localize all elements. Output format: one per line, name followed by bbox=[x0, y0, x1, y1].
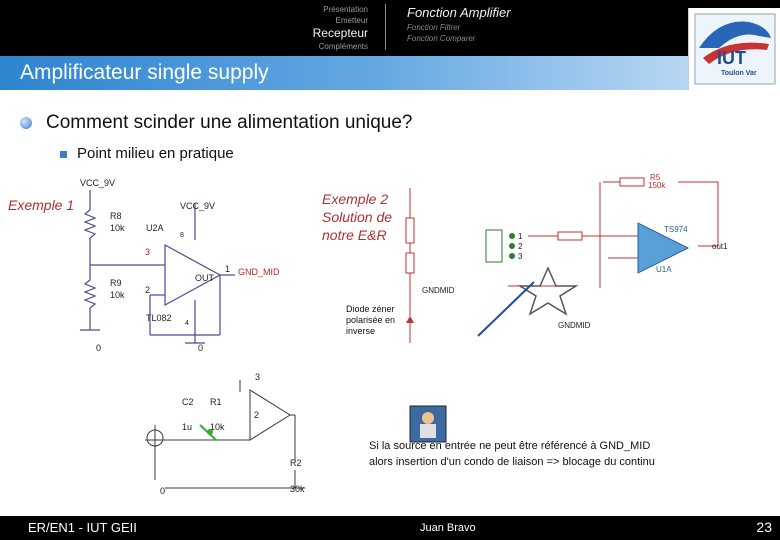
r2-label: R2 bbox=[290, 458, 302, 468]
iut-logo-graphic bbox=[689, 8, 780, 90]
ground-zero-right: 0 bbox=[198, 343, 204, 353]
pin1-label: 1 bbox=[225, 264, 231, 274]
vcc-right-label: VCC_9V bbox=[180, 201, 216, 211]
zener-note: Diode zéner polarisée en inverse bbox=[346, 304, 396, 336]
pin4-label: 4 bbox=[185, 320, 189, 327]
nav-fonction-filtrer[interactable]: Fonction Filtrer bbox=[407, 23, 461, 32]
bullet-level1-text: Comment scinder une alimentation unique? bbox=[46, 112, 413, 133]
circuit-example2 bbox=[398, 168, 740, 343]
example2-label: Exemple 2 Solution de notre E&R bbox=[322, 191, 393, 243]
j1-pin3: 3 bbox=[518, 252, 523, 261]
tl082-label: TL082 bbox=[146, 313, 172, 323]
pin3-label: 3 bbox=[145, 247, 151, 257]
section-nav bbox=[313, 4, 368, 52]
footer-author: Juan Bravo bbox=[420, 522, 476, 534]
j1-pin2: 2 bbox=[518, 242, 523, 251]
ground-zero: 0 bbox=[160, 486, 166, 496]
out1-label: out1 bbox=[712, 242, 728, 251]
page-number: 23 bbox=[756, 519, 772, 535]
bullet-level2 bbox=[60, 145, 234, 162]
source-note: Si la source en entrée ne peut être référencé à GND_MID alors insertion d'un condo de liaison => blocage du continu bbox=[369, 440, 655, 468]
vcc-left-label: VCC_9V bbox=[80, 178, 116, 188]
logo-text: Toulon Var bbox=[721, 70, 757, 77]
gndmid-label-2: GNDMID bbox=[558, 321, 591, 330]
nav-emetteur[interactable]: Emetteur bbox=[335, 16, 368, 25]
out-label: OUT bbox=[195, 273, 214, 283]
r2-value: 30k bbox=[290, 484, 305, 494]
gnd-mid-label: GND_MID bbox=[238, 267, 280, 277]
iut-logo bbox=[688, 8, 780, 90]
nav-divider bbox=[385, 4, 386, 50]
r8-value: 10k bbox=[110, 223, 125, 233]
pin2-bottom: 2 bbox=[254, 410, 260, 420]
r1-value: 10k bbox=[210, 422, 225, 432]
ground-zero-left: 0 bbox=[96, 343, 102, 353]
nav-recepteur[interactable]: Recepteur bbox=[312, 26, 368, 40]
r9-label: R9 bbox=[110, 278, 122, 288]
star-icon bbox=[520, 268, 576, 314]
r8-label: R8 bbox=[110, 211, 122, 221]
top-navigation-bar bbox=[0, 0, 780, 56]
footer-course: ER/EN1 - IUT GEII bbox=[28, 520, 137, 535]
bullet-level1 bbox=[20, 112, 413, 134]
r5-label: R5 bbox=[650, 173, 661, 182]
subsection-nav bbox=[407, 4, 511, 44]
round-bullet-icon bbox=[20, 117, 32, 129]
nav-fonction-amplifier[interactable]: Fonction Amplifier bbox=[407, 5, 511, 20]
footer-bar bbox=[0, 516, 780, 540]
svg-text:IUT: IUT bbox=[717, 48, 746, 68]
r1-label: R1 bbox=[210, 397, 222, 407]
pin2-label: 2 bbox=[145, 285, 151, 295]
pin3-bottom: 3 bbox=[255, 372, 261, 382]
nav-complements[interactable]: Compléments bbox=[318, 42, 368, 51]
circuit-example1 bbox=[70, 175, 310, 360]
j1-pin1: 1 bbox=[518, 232, 523, 241]
nav-fonction-comparer[interactable]: Fonction Comparer bbox=[407, 34, 476, 43]
ts974-label: TS974 bbox=[664, 225, 688, 234]
u1a-label: U1A bbox=[656, 265, 672, 274]
square-bullet-icon bbox=[60, 151, 67, 158]
bullet-level2-text: Point milieu en pratique bbox=[77, 145, 234, 162]
r9-value: 10k bbox=[110, 290, 125, 300]
circuit-coupling bbox=[140, 370, 320, 500]
r5-value: 150k bbox=[648, 181, 666, 190]
slide-title: Amplificateur single supply bbox=[20, 61, 269, 84]
u2a-label: U2A bbox=[146, 223, 164, 233]
example1-label: Exemple 1 bbox=[8, 197, 75, 213]
gndmid-label-1: GNDMID bbox=[422, 286, 455, 295]
title-bar bbox=[0, 56, 688, 90]
c2-value: 1u bbox=[182, 422, 193, 432]
pin8-label: 8 bbox=[180, 232, 184, 239]
c2-label: C2 bbox=[182, 397, 194, 407]
nav-presentation[interactable]: Présentation bbox=[323, 5, 368, 14]
